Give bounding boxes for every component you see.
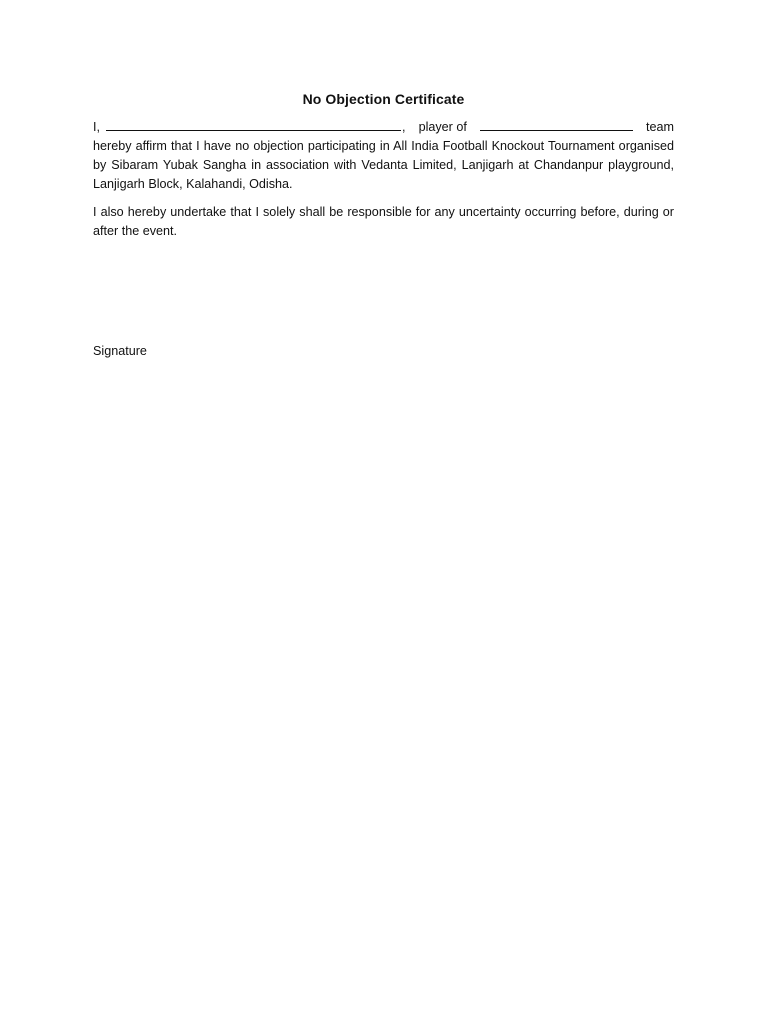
signature-label: Signature	[93, 344, 147, 358]
intro-text: I,	[93, 120, 100, 134]
player-of-text: player of	[418, 120, 467, 134]
undertaking-paragraph: I also hereby undertake that I solely shall be responsible for any uncertainty occurring before, during or after the event.	[93, 205, 674, 238]
name-suffix-text: ,	[402, 120, 406, 134]
player-name-blank[interactable]	[106, 118, 401, 131]
team-text: team	[646, 120, 674, 134]
document-title: No Objection Certificate	[302, 91, 465, 107]
document-body	[93, 88, 674, 241]
team-name-blank[interactable]	[480, 118, 633, 131]
affirmation-body-text: hereby affirm that I have no objection participating in All India Football Knockout Tournament organised by Sibaram Yubak Sangha in association with Vedanta Limited, Lanjigarh at Chandanpur playground, Lanjigarh Block, Kalahandi, Odisha.	[93, 139, 674, 191]
affirmation-paragraph	[93, 118, 674, 194]
affirmation-first-line	[93, 118, 674, 137]
